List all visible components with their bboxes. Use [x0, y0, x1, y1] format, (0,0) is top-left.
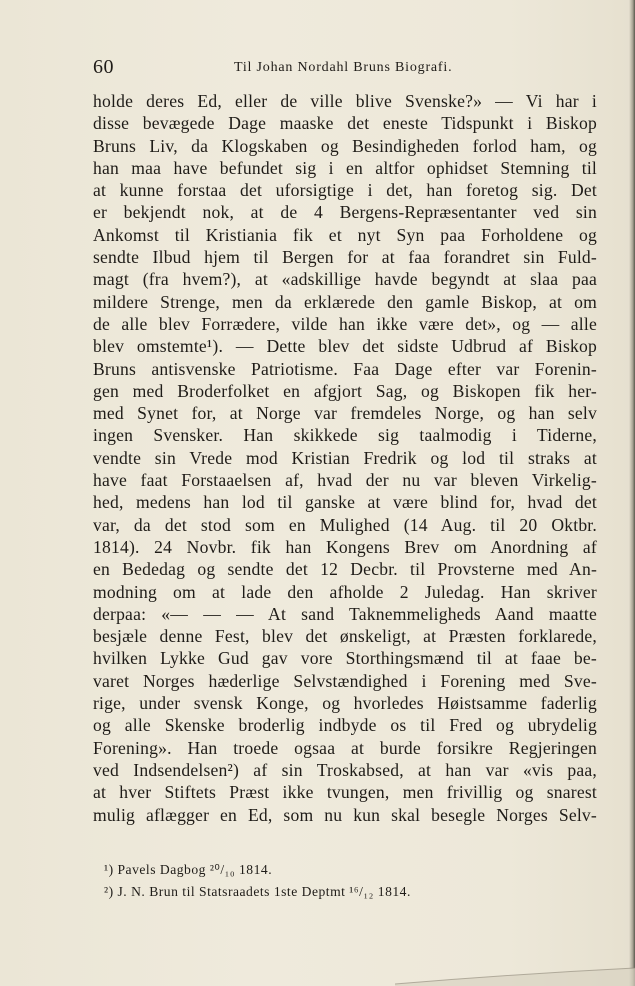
text-line: var, da det stod som en Mulighed (14 Aug. til 20 Oktbr.: [93, 514, 597, 535]
text-line: at kunne forstaa det uforsigtige i det, han foretog sig. Det: [93, 180, 597, 201]
text-line: Ankomst til Kristiania fik et nyt Syn paa Forholdene og: [93, 224, 597, 245]
text-line: med Synet for, at Norge var fremdeles Norge, og han selv: [93, 403, 597, 424]
text-line: Bruns antisvenske Patriotisme. Faa Dage efter var Forenin-: [93, 358, 597, 379]
text-line: blev omstemte¹). — Dette blev det sidste Udbrud af Biskop: [93, 336, 597, 357]
text-line: Forening». Han troede ogsaa at burde forsikre Regjeringen: [93, 737, 597, 758]
text-line: mulig aflægger en Ed, som nu kun skal besegle Norges Selv-: [93, 804, 597, 825]
page-edge-shadow: [629, 0, 635, 986]
text-line: gen med Broderfolket en afgjort Sag, og Biskopen fik her-: [93, 380, 597, 401]
text-line: og alle Skenske broderlig indbyde os til Fred og ubrydelig: [93, 715, 597, 736]
text-line: er bekjendt nok, at de 4 Bergens-Repræsentanter ved sin: [93, 202, 597, 223]
text-line: disse bevægede Dage maaske det eneste Tidspunkt i Biskop: [93, 113, 597, 134]
text-line: hvilken Lykke Gud gav vore Storthingsmænd til at faae be-: [93, 648, 597, 669]
page-header: [93, 56, 563, 80]
text-line: modning om at lade den afholde 2 Juledag. Han skriver: [93, 581, 597, 602]
footnotes: [104, 859, 564, 903]
page-number: 60: [93, 56, 114, 78]
running-title: Til Johan Nordahl Bruns Biografi.: [234, 60, 453, 75]
footnote-2: ²) J. N. Brun til Statsraadets 1ste Deptmt ¹⁶/₁₂ 1814.: [104, 884, 411, 899]
text-line: ingen Svensker. Han skikkede sig taalmodig i Tiderne,: [93, 425, 597, 446]
text-line: en Bededag og sendte det 12 Decbr. til Provsterne med An-: [93, 559, 597, 580]
text-line: at hver Stiftets Præst ikke tvungen, men frivillig og snarest: [93, 782, 597, 803]
text-line: de alle blev Forrædere, vilde han ikke være det», og — alle: [93, 313, 597, 334]
text-line: sendte Ilbud hjem til Bergen for at faa forandret sin Fuld-: [93, 247, 597, 268]
text-line: hed, medens han lod til ganske at være blind for, hvad det: [93, 492, 597, 513]
text-line: have faat Forstaaelsen af, hvad der nu var bleven Virkelig-: [93, 470, 597, 491]
text-line: besjæle denne Fest, blev det ønskeligt, at Præsten forklarede,: [93, 626, 597, 647]
text-line: ved Indsendelsen²) af sin Troskabsed, at han var «vis paa,: [93, 759, 597, 780]
text-line: Bruns Liv, da Klogskaben og Besindigheden forlod ham, og: [93, 135, 597, 156]
text-line: holde deres Ed, eller de ville blive Svenske?» — Vi har i: [93, 91, 597, 111]
text-line: mildere Strenge, men da erklærede den gamle Biskop, at om: [93, 291, 597, 312]
text-line: rige, under svensk Konge, og hvorledes Høistsamme faderlig: [93, 693, 597, 714]
text-line: varet Norges hæderlige Selvstændighed i Forening med Sve-: [93, 670, 597, 691]
text-line: 1814). 24 Novbr. fik han Kongens Brev om Anordning af: [93, 536, 597, 557]
text-line: derpaa: «— — — At sand Taknemmeligheds Aand maatte: [93, 603, 597, 624]
text-line: vendte sin Vrede mod Kristian Fredrik og lod til straks at: [93, 447, 597, 468]
page-curl-shadow: [395, 966, 635, 986]
text-line: han maa have befundet sig i en altfor ophidset Stemning til: [93, 157, 597, 178]
body-text: [93, 90, 597, 826]
text-line: magt (fra hvem?), at «adskillige havde begyndt at slaa paa: [93, 269, 597, 290]
footnote-1: ¹) Pavels Dagbog ²⁰/₁₀ 1814.: [104, 862, 273, 877]
